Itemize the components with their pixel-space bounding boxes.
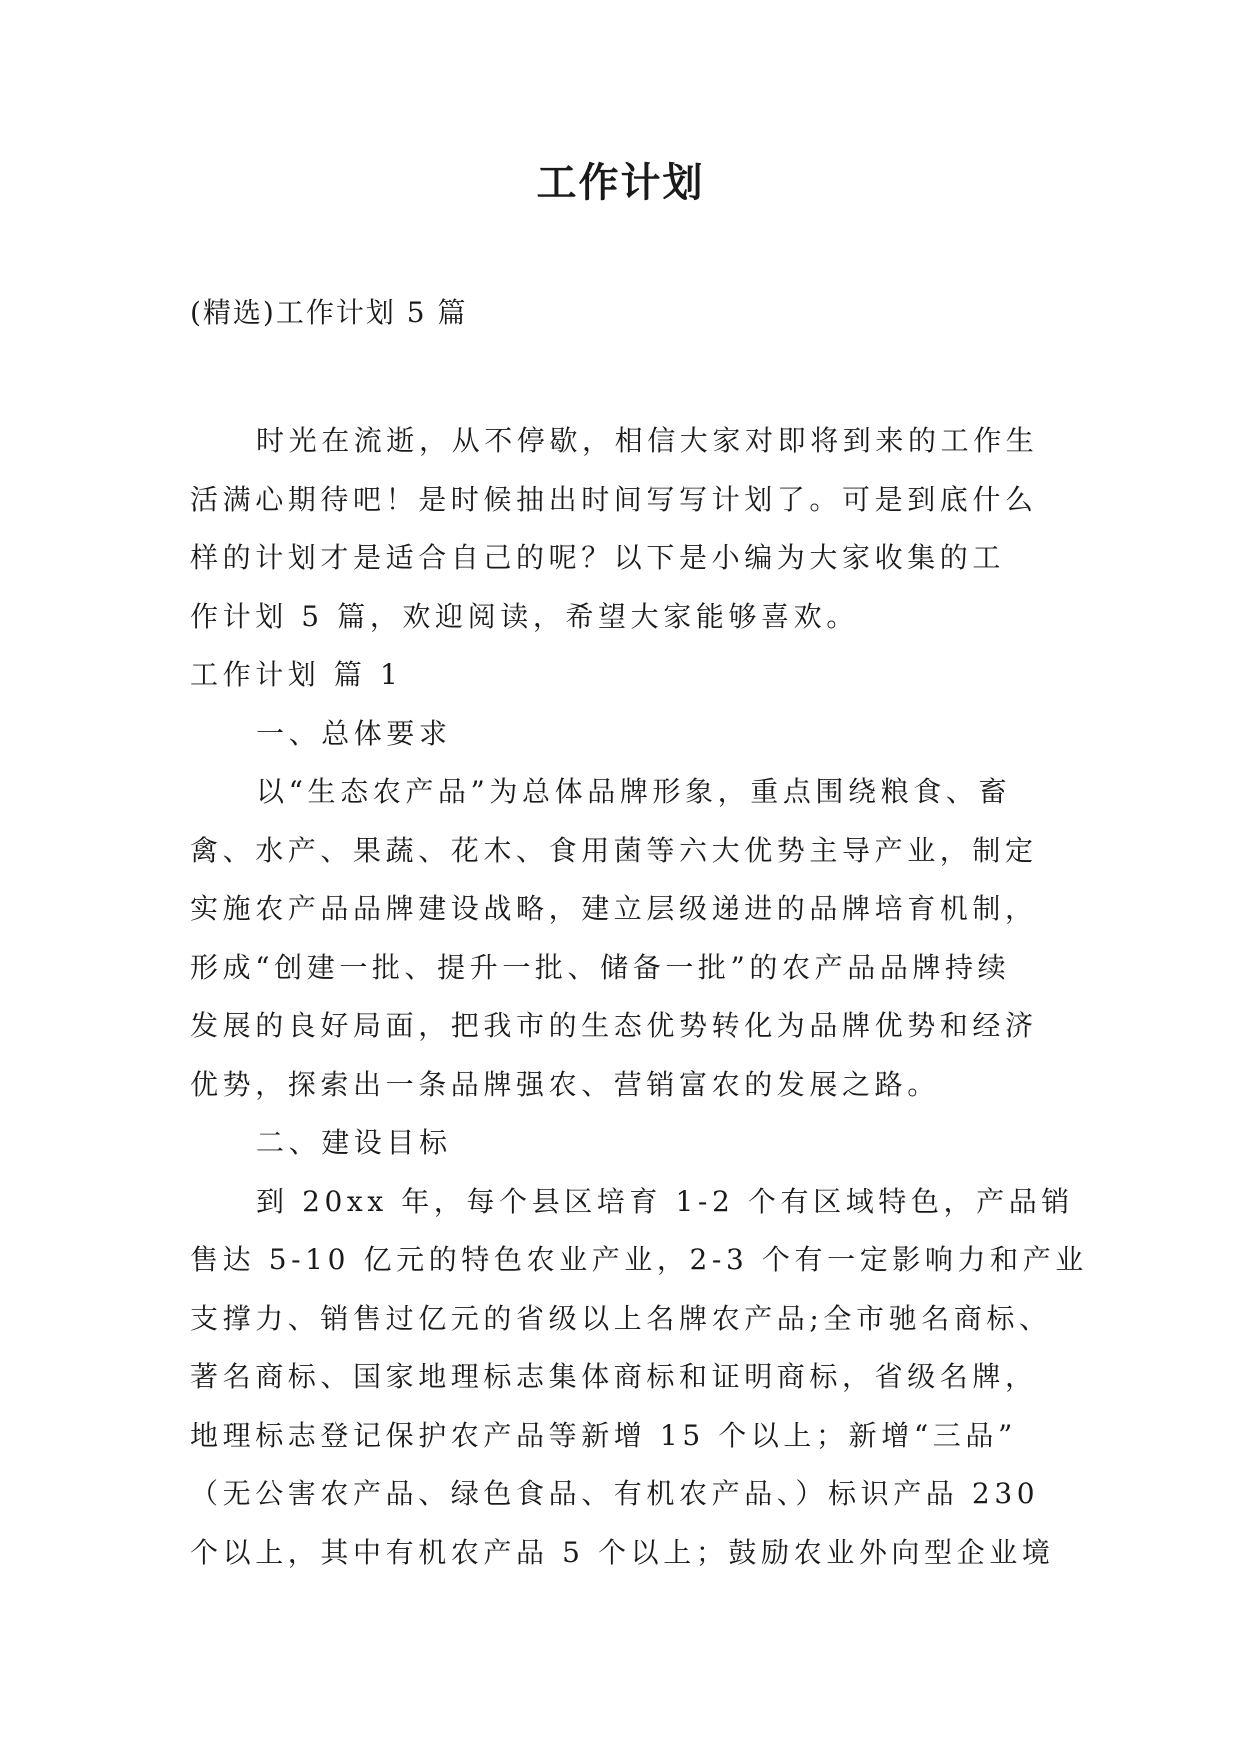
- paragraph-line: （无公害农产品、绿色食品、有机农产品、）标识产品 230: [190, 1477, 1040, 1510]
- paragraph-line: 发展的良好局面，把我市的生态优势转化为品牌优势和经济: [190, 1009, 1038, 1042]
- paragraph-line: 个以上，其中有机农产品 5 个以上；鼓励农业外向型企业境: [190, 1535, 1055, 1569]
- paragraph-line: 一、总体要求: [256, 716, 452, 750]
- paragraph-line: 活满心期待吧！是时候抽出时间写写计划了。可是到底什么: [190, 482, 1038, 516]
- paragraph-line: 优势，探索出一条品牌强农、营销富农的发展之路。: [190, 1067, 940, 1101]
- paragraph-line: 支撑力、销售过亿元的省级以上名牌农产品;全市驰名商标、: [190, 1301, 1052, 1335]
- paragraph-line: 到 20xx 年，每个县区培育 1-2 个有区域特色，产品销: [256, 1184, 1074, 1218]
- paragraph-line: 作计划 5 篇，欢迎阅读，希望大家能够喜欢。: [190, 599, 859, 633]
- document-subtitle: (精选)工作计划 5 篇: [190, 296, 468, 329]
- document-title: 工作计划: [536, 160, 705, 206]
- paragraph-line: 形成“创建一批、提升一批、储备一批”的农产品品牌持续: [190, 950, 1011, 984]
- paragraph-line: 地理标志登记保护农产品等新增 15 个以上；新增“三品”: [190, 1418, 1017, 1452]
- paragraph-line: 以“生态农产品”为总体品牌形象，重点围绕粮食、畜: [256, 775, 1012, 808]
- paragraph-line: 禽、水产、果蔬、花木、食用菌等六大优势主导产业，制定: [190, 833, 1038, 867]
- paragraph-line: 实施农产品品牌建设战略，建立层级递进的品牌培育机制，: [190, 892, 1038, 925]
- document-body: [190, 412, 1088, 1582]
- paragraph-line: 著名商标、国家地理标志集体商标和证明商标，省级名牌，: [190, 1360, 1038, 1393]
- paragraph-line: 样的计划才是适合自己的呢？以下是小编为大家收集的工: [190, 541, 1006, 574]
- paragraph-line: 工作计划 篇 1: [190, 658, 403, 691]
- paragraph-line: 售达 5-10 亿元的特色农业产业，2-3 个有一定影响力和产业: [190, 1243, 1088, 1276]
- paragraph-line: 时光在流逝，从不停歇，相信大家对即将到来的工作生: [256, 424, 1039, 457]
- paragraph-line: 二、建设目标: [256, 1126, 452, 1159]
